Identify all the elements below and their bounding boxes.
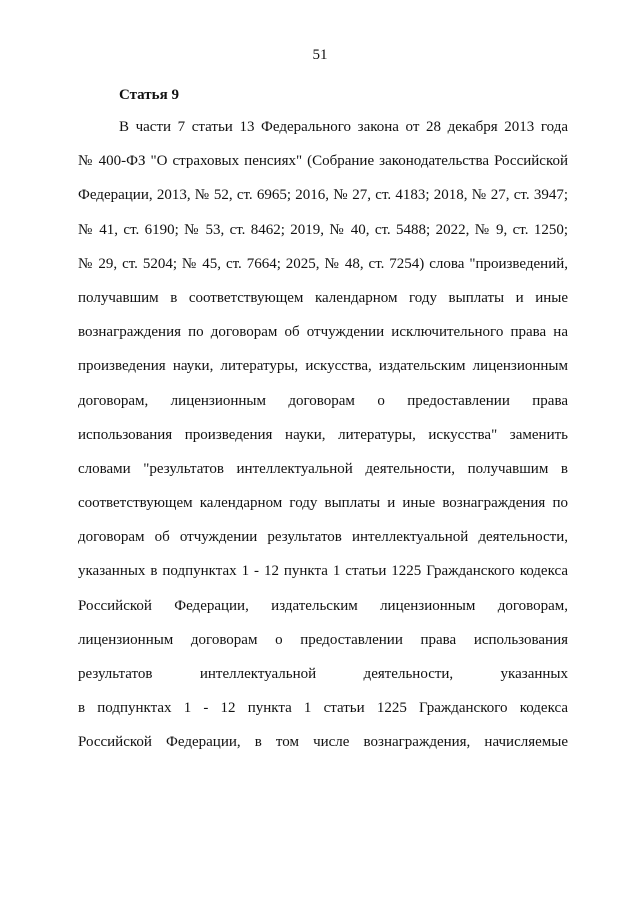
text-line: получавшим в соответствующем календарном году выплаты и иные: [78, 289, 568, 306]
page-number: 51: [312, 47, 328, 63]
text-line: в подпунктах 1 - 12 пункта 1 статьи 1225 Гражданского кодекса: [78, 700, 568, 717]
text-line: соответствующем календарном году выплаты и иные вознаграждения по: [78, 495, 568, 512]
article-body: [78, 118, 568, 768]
article-heading: Статья 9: [119, 87, 179, 103]
text-line: указанных в подпунктах 1 - 12 пункта 1 статьи 1225 Гражданского кодекса: [78, 563, 568, 580]
text-line: договорам об отчуждении результатов интеллектуальной деятельности,: [78, 529, 568, 546]
text-line: результатов интеллектуальной деятельности, указанных: [78, 666, 568, 682]
text-line: В части 7 статьи 13 Федерального закона от 28 декабря 2013 года: [119, 119, 568, 135]
text-line: произведения науки, литературы, искусства, издательским лицензионным: [78, 358, 568, 375]
text-line: договорам, лицензионным договорам о предоставлении права: [78, 392, 568, 409]
text-line: № 41, ст. 6190; № 53, ст. 8462; 2019, № 40, ст. 5488; 2022, № 9, ст. 1250;: [78, 221, 568, 238]
text-line: вознаграждения по договорам об отчуждении исключительного права на: [78, 324, 568, 341]
text-line: Российской Федерации, в том числе вознаграждения, начисляемые: [78, 734, 568, 751]
text-line: Российской Федерации, издательским лицензионным договорам,: [78, 597, 568, 614]
text-line: словами "результатов интеллектуальной деятельности, получавшим в: [78, 460, 568, 477]
text-line: использования произведения науки, литературы, искусства" заменить: [78, 426, 568, 443]
text-line: № 29, ст. 5204; № 45, ст. 7664; 2025, № 48, ст. 7254) слова "произведений,: [78, 255, 568, 272]
text-line: Федерации, 2013, № 52, ст. 6965; 2016, № 27, ст. 4183; 2018, № 27, ст. 3947;: [78, 187, 568, 204]
text-line: лицензионным договорам о предоставлении права использования: [78, 631, 568, 648]
text-line: № 400-ФЗ "О страховых пенсиях" (Собрание законодательства Российской: [78, 153, 568, 170]
